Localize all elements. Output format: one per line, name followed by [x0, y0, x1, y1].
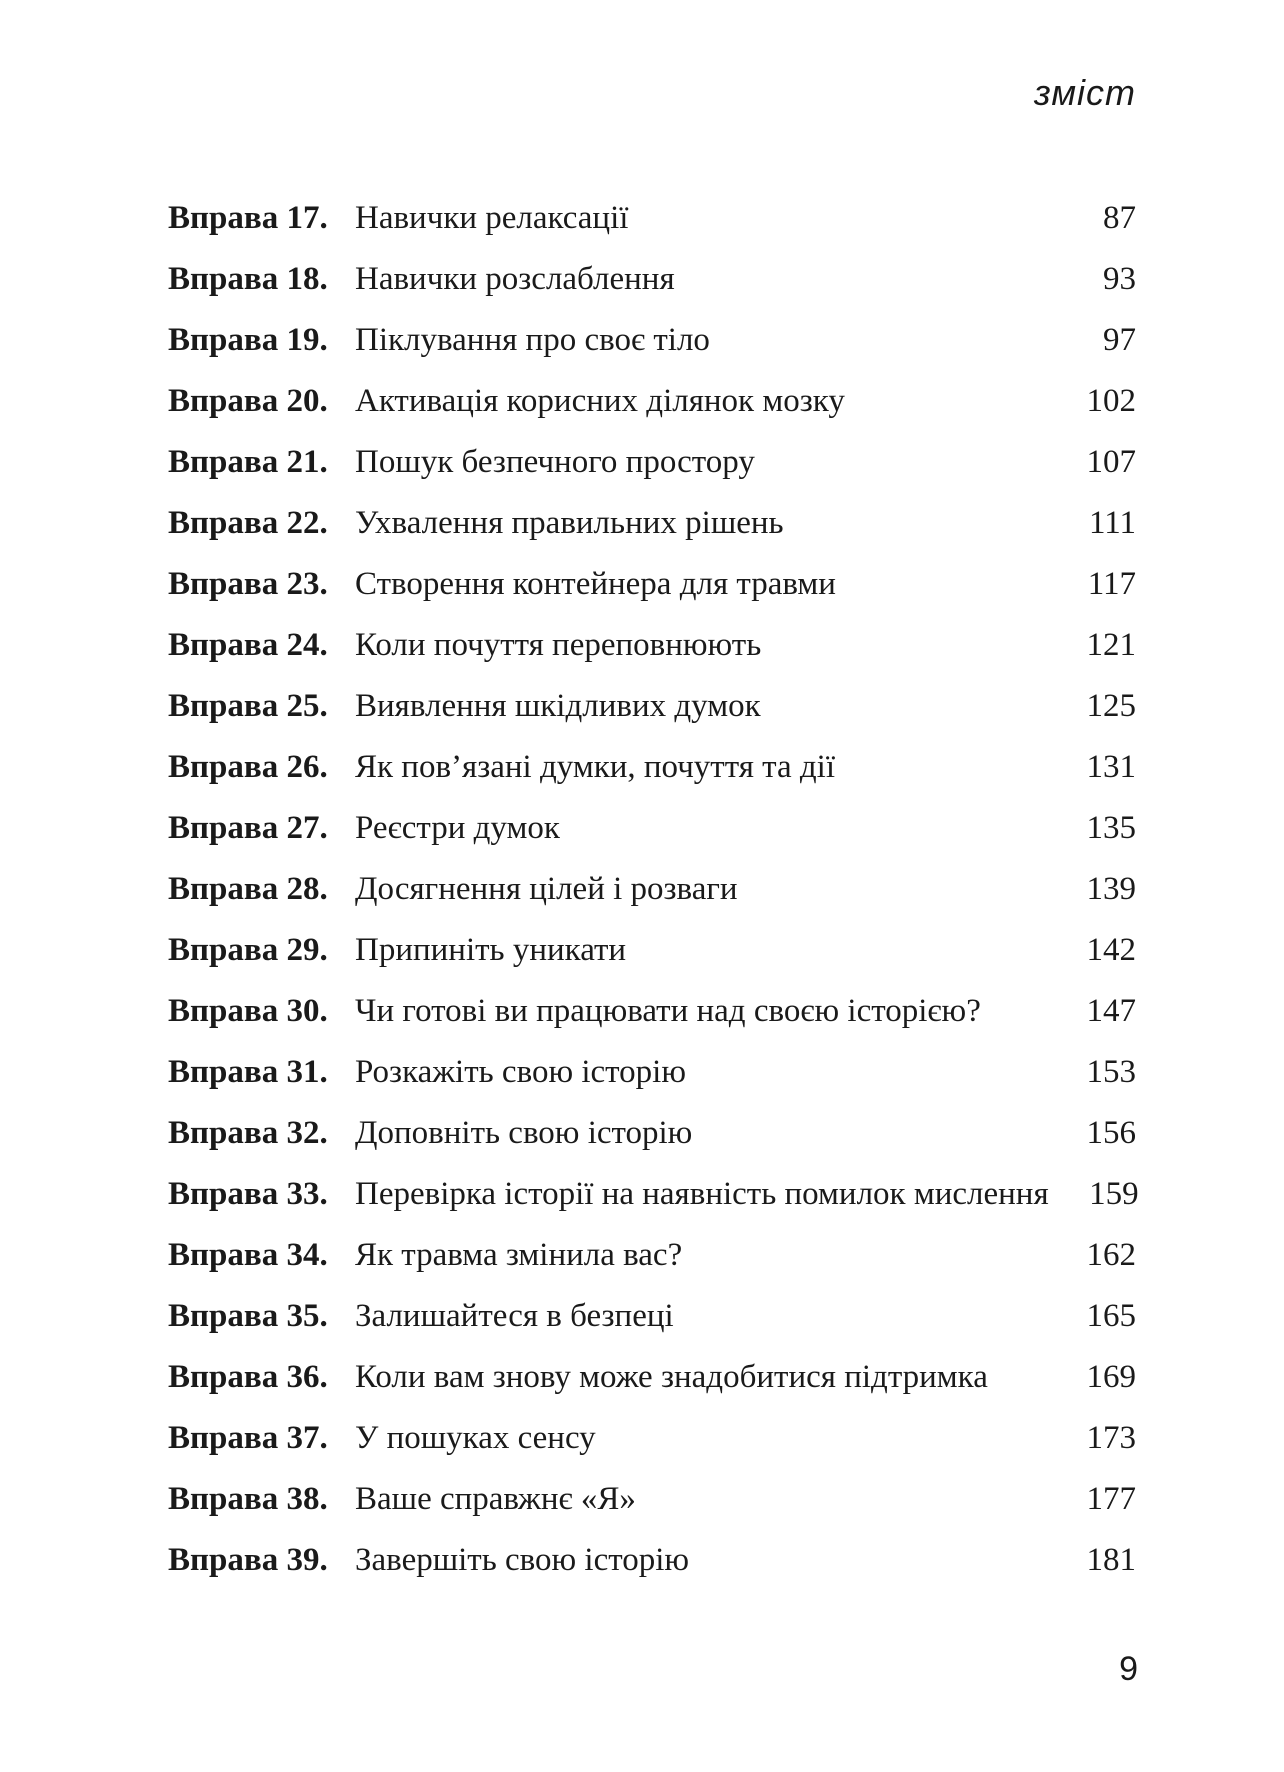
toc-entry-page: 102: [1086, 383, 1136, 419]
toc-entry-page: 97: [1103, 322, 1136, 358]
toc-entry-page: 153: [1086, 1054, 1136, 1090]
toc-entry-page: 121: [1086, 627, 1136, 663]
toc-entry-page: 165: [1086, 1298, 1136, 1334]
toc-entry[interactable]: [168, 1347, 1136, 1408]
toc-entry-label: Вправа 29.: [168, 932, 328, 968]
toc-entry-title: Чи готові ви працювати над своєю історією?: [355, 993, 981, 1029]
toc-entry-label: Вправа 27.: [168, 810, 328, 846]
toc-entry-page: 87: [1103, 200, 1136, 236]
toc-entry[interactable]: [168, 1469, 1136, 1530]
toc-entry-page: 159: [1089, 1176, 1139, 1212]
toc-entry-title: У пошуках сенсу: [355, 1420, 596, 1456]
toc-entry[interactable]: [168, 615, 1136, 676]
toc-entry-title: Як травма змінила вас?: [355, 1237, 683, 1273]
toc-entry-label: Вправа 39.: [168, 1542, 328, 1578]
toc-entry-page: 177: [1086, 1481, 1136, 1517]
toc-entry-title: Залишайтеся в безпеці: [355, 1298, 674, 1334]
toc-entry-title: Розкажіть свою історію: [355, 1054, 686, 1090]
toc-entry-title: Досягнення цілей і розваги: [355, 871, 738, 907]
toc-entry-label: Вправа 35.: [168, 1298, 328, 1334]
toc-entry-title: Перевірка історії на наявність помилок мислення: [355, 1176, 1049, 1212]
toc-entry-title: Як пов’язані думки, почуття та дії: [355, 749, 835, 785]
toc-entry-title: Ваше справжнє «Я»: [355, 1481, 636, 1517]
table-of-contents: [168, 188, 1139, 1591]
toc-entry-title: Навички розслаблення: [355, 261, 675, 297]
toc-entry-title: Піклування про своє тіло: [355, 322, 710, 358]
toc-entry-page: 107: [1086, 444, 1136, 480]
toc-entry[interactable]: [168, 737, 1136, 798]
toc-entry[interactable]: [168, 981, 1136, 1042]
toc-entry-title: Пошук безпечного простору: [355, 444, 755, 480]
toc-entry-label: Вправа 30.: [168, 993, 328, 1029]
toc-entry-page: 162: [1086, 1237, 1136, 1273]
toc-entry-label: Вправа 20.: [168, 383, 328, 419]
toc-entry-label: Вправа 19.: [168, 322, 328, 358]
toc-entry-label: Вправа 24.: [168, 627, 328, 663]
toc-entry-title: Коли вам знову може знадобитися підтримка: [355, 1359, 988, 1395]
toc-entry-label: Вправа 38.: [168, 1481, 328, 1517]
toc-entry-title: Реєстри думок: [355, 810, 560, 846]
toc-entry-label: Вправа 17.: [168, 200, 328, 236]
toc-entry[interactable]: [168, 920, 1136, 981]
toc-entry-title: Доповніть свою історію: [355, 1115, 693, 1151]
toc-entry-label: Вправа 23.: [168, 566, 328, 602]
toc-entry-label: Вправа 34.: [168, 1237, 328, 1273]
toc-entry-page: 139: [1086, 871, 1136, 907]
toc-entry-page: 131: [1086, 749, 1136, 785]
toc-entry[interactable]: [168, 310, 1136, 371]
toc-entry-title: Виявлення шкідливих думок: [355, 688, 761, 724]
toc-entry-page: 117: [1087, 566, 1136, 602]
page-number: 9: [1119, 1650, 1138, 1688]
toc-entry-label: Вправа 28.: [168, 871, 328, 907]
toc-entry[interactable]: [168, 859, 1136, 920]
toc-entry-page: 93: [1103, 261, 1136, 297]
toc-entry-page: 147: [1086, 993, 1136, 1029]
toc-entry-page: 142: [1086, 932, 1136, 968]
toc-entry-label: Вправа 32.: [168, 1115, 328, 1151]
toc-entry-label: Вправа 25.: [168, 688, 328, 724]
toc-entry[interactable]: [168, 432, 1136, 493]
toc-entry-label: Вправа 26.: [168, 749, 328, 785]
running-head: зміст: [1034, 72, 1136, 113]
toc-entry-page: 156: [1086, 1115, 1136, 1151]
toc-entry-title: Завершіть свою історію: [355, 1542, 690, 1578]
toc-entry-label: Вправа 22.: [168, 505, 328, 541]
toc-entry-title: Навички релаксації: [355, 200, 629, 236]
toc-entry-label: Вправа 31.: [168, 1054, 328, 1090]
toc-entry-label: Вправа 18.: [168, 261, 328, 297]
toc-entry[interactable]: [168, 676, 1136, 737]
toc-entry-page: 125: [1086, 688, 1136, 724]
toc-entry[interactable]: [168, 1408, 1136, 1469]
toc-entry-page: 181: [1086, 1542, 1136, 1578]
toc-entry[interactable]: [168, 188, 1136, 249]
toc-entry-page: 135: [1086, 810, 1136, 846]
toc-entry[interactable]: [168, 493, 1136, 554]
toc-entry-label: Вправа 37.: [168, 1420, 328, 1456]
toc-entry-title: Коли почуття переповнюють: [355, 627, 762, 663]
toc-entry[interactable]: [168, 249, 1136, 310]
toc-entry[interactable]: [168, 1225, 1136, 1286]
toc-entry[interactable]: [168, 1103, 1136, 1164]
toc-entry[interactable]: [168, 1530, 1136, 1591]
toc-entry-title: Створення контейнера для травми: [355, 566, 836, 602]
toc-entry-page: 111: [1088, 505, 1136, 541]
toc-entry-title: Активація корисних ділянок мозку: [355, 383, 845, 419]
toc-entry-title: Припиніть уникати: [355, 932, 627, 968]
toc-entry[interactable]: [168, 1042, 1136, 1103]
toc-entry-label: Вправа 33.: [168, 1176, 328, 1212]
toc-entry-page: 173: [1086, 1420, 1136, 1456]
toc-entry[interactable]: [168, 1164, 1139, 1225]
toc-entry-label: Вправа 36.: [168, 1359, 328, 1395]
toc-entry[interactable]: [168, 554, 1136, 615]
toc-entry-label: Вправа 21.: [168, 444, 328, 480]
toc-entry-page: 169: [1086, 1359, 1136, 1395]
toc-entry-title: Ухвалення правильних рішень: [355, 505, 784, 541]
toc-entry[interactable]: [168, 798, 1136, 859]
toc-entry[interactable]: [168, 1286, 1136, 1347]
toc-entry[interactable]: [168, 371, 1136, 432]
